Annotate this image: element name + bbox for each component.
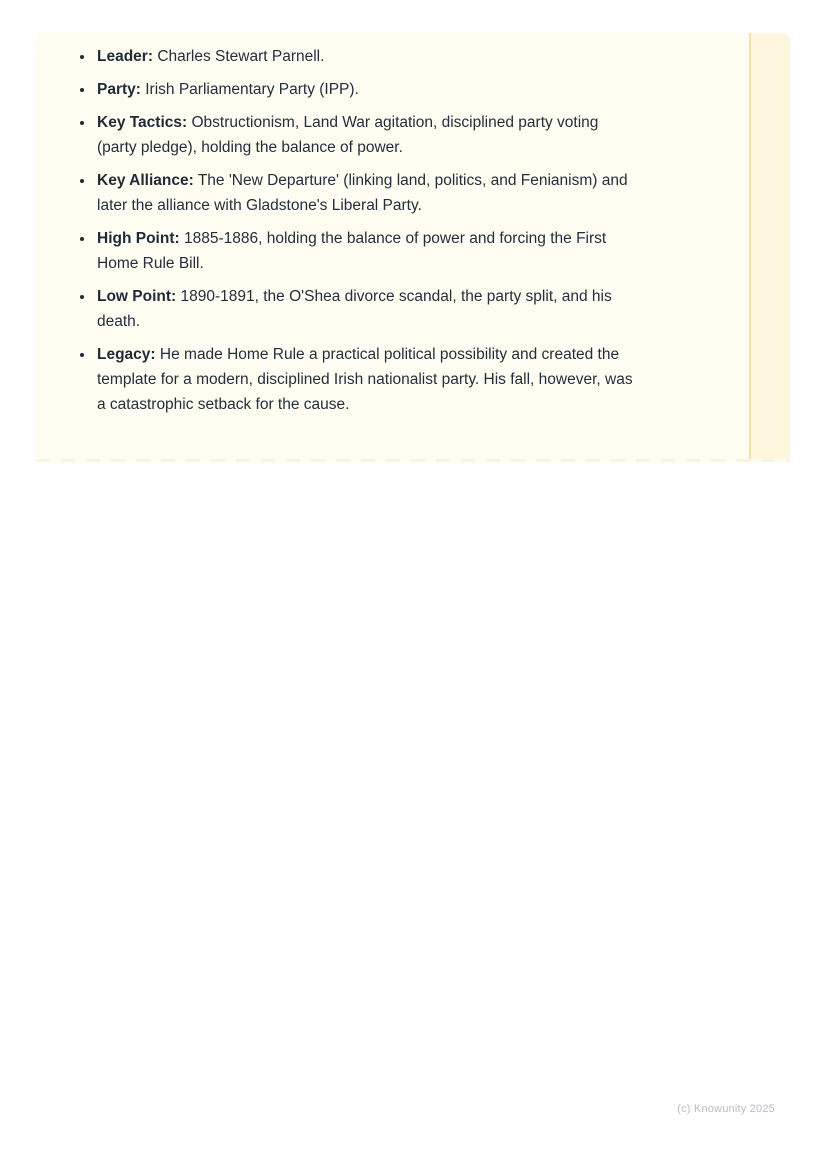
key-facts-list [36, 33, 635, 417]
fact-text: Charles Stewart Parnell. [157, 48, 325, 65]
fact-text: 1885-1886, holding the balance of power and forcing the First Home Rule Bill. [97, 230, 607, 272]
notes-card [36, 33, 790, 462]
list-item [95, 77, 635, 102]
fact-label: Key Tactics: [97, 114, 188, 131]
fact-label: Leader: [97, 48, 153, 65]
page-edge-stripe [749, 33, 790, 462]
fact-text: 1890-1891, the O'Shea divorce scandal, the party split, and his death. [97, 288, 612, 330]
copyright-footer: (c) Knowunity 2025 [677, 1103, 775, 1115]
list-item [95, 44, 635, 69]
list-item [95, 168, 635, 218]
list-item [95, 342, 635, 417]
list-item [95, 110, 635, 160]
fact-label: Key Alliance: [97, 172, 194, 189]
fact-text: He made Home Rule a practical political possibility and created the template for a modern, disciplined Irish nationalist party. His fall, however, was a catastrophic setback for the cause. [97, 346, 633, 413]
fact-text: The 'New Departure' (linking land, politics, and Fenianism) and later the alliance with Gladstone's Liberal Party. [97, 172, 628, 214]
fact-label: Low Point: [97, 288, 177, 305]
fact-label: Legacy: [97, 346, 156, 363]
fact-label: High Point: [97, 230, 180, 247]
list-item [95, 284, 635, 334]
list-item [95, 226, 635, 276]
fact-text: Irish Parliamentary Party (IPP). [145, 81, 359, 98]
fact-label: Party: [97, 81, 141, 98]
fact-text: Obstructionism, Land War agitation, disciplined party voting (party pledge), holding the balance of power. [97, 114, 599, 156]
